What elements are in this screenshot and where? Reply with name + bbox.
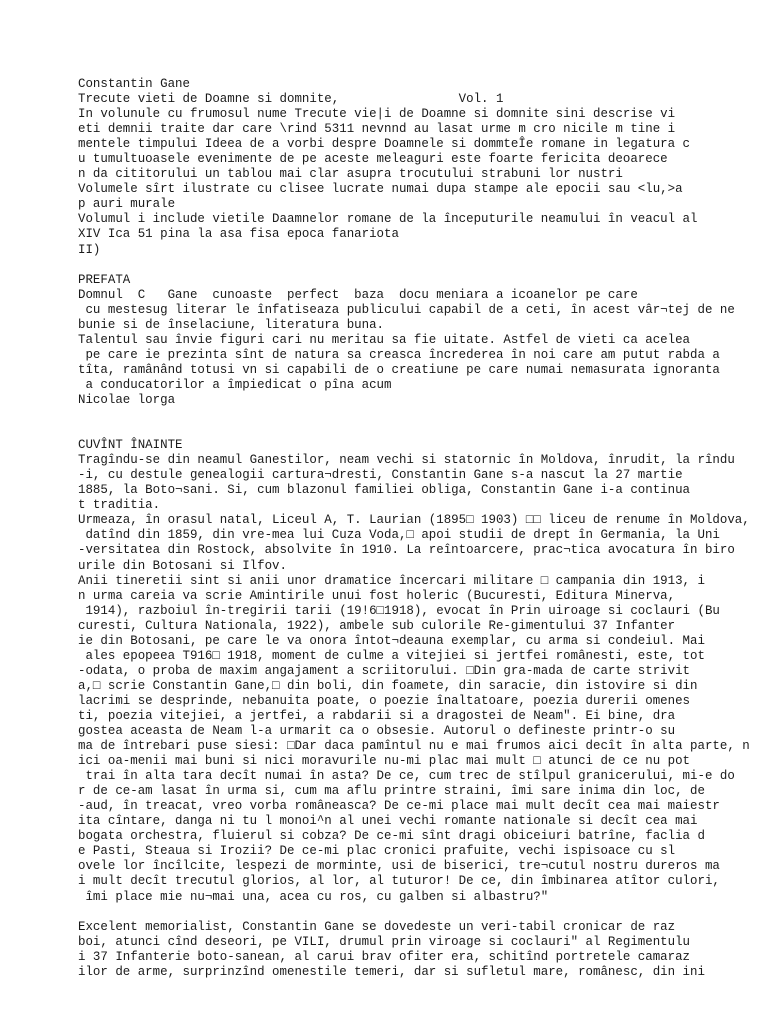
text-line: In volunule cu frumosul nume Trecute vie|i de Doamne si domnite sini descrise vi xyxy=(78,107,676,122)
text-line: datînd din 1859, din vre-mea lui Cuza Voda,□ apoi studii de drept în Germania, la Uni xyxy=(78,528,720,543)
text-line: îmi place mie nu¬mai una, acea cu ros, cu galben si albastru?" xyxy=(78,889,549,904)
text-line: lacrimi se desprinde, nebanuita poate, o poezie înaltatoare, poezia durerii omenes xyxy=(78,693,691,708)
text-line: Domnul C Gane cunoaste perfect baza docu meniara a icoanelor pe care xyxy=(78,287,638,302)
blank-line xyxy=(78,905,764,920)
text-line: Anii tineretii sint si anii unor dramatice încercari militare □ campania din 1913, i xyxy=(78,573,705,588)
text-line: 1914), razboiul în-tregirii tarii (19!6□1918), evocat în Prin uiroage si coclauri (Bu xyxy=(78,603,720,618)
text-line: mentele timpului Ideea de a vorbi despre Doamnele si dommteÎe romane in legatura c xyxy=(78,137,691,152)
text-line: u tumultuoasele evenimente de pe aceste meleaguri este foarte fericita deoarece xyxy=(78,152,668,167)
text-line: ales epopeea T916□ 1918, moment de culme a vitejiei si jertfei românesti, este, tot xyxy=(78,648,705,663)
text-line: Nicolae lorga xyxy=(78,392,176,407)
text-line: eti demnii traite dar care \rind 5311 nevnnd au lasat urme m cro nicile m tine i xyxy=(78,122,676,137)
text-line: boi, atunci cînd deseori, pe VILI, drumul prin viroage si coclauri" al Regimentulu xyxy=(78,934,691,949)
text-line: Talentul sau învie figuri cari nu meritau sa fie uitate. Astfel de vieti ca acelea xyxy=(78,332,691,347)
text-line: ie din Botosani, pe care le va onora întot¬deauna exemplar, cu arma si condeiul. Mai xyxy=(78,633,705,648)
text-line: XIV Ica 51 pina la asa fisa epoca fanariota xyxy=(78,227,399,242)
text-line: a conducatorilor a împiedicat o pîna acum xyxy=(78,377,392,392)
text-line: II) xyxy=(78,242,101,257)
blank-line xyxy=(78,258,764,273)
text-line: Urmeaza, în orasul natal, Liceul A, T. Laurian (1895□ 1903) □□ liceu de renume în Moldova, xyxy=(78,513,750,528)
text-line: bunie si de înselaciune, literatura buna. xyxy=(78,317,385,332)
text-line: gostea aceasta de Neam l-a urmarit ca o obsesie. Autorul o defineste printr-o su xyxy=(78,724,676,739)
text-line: r de ce-am lasat în urma si, cum ma aflu printre straini, îmi sare inima din loc, de xyxy=(78,784,705,799)
text-line: Excelent memorialist, Constantin Gane se dovedeste un veri-tabil cronicar de raz xyxy=(78,919,676,934)
text-line: trai în alta tara decît numai în asta? De ce, cum trec de stîlpul granicerului, mi-e do xyxy=(78,769,735,784)
text-line: a,□ scrie Constantin Gane,□ din boli, din foamete, din saracie, din istovire si din xyxy=(78,678,698,693)
text-line: Trecute vieti de Doamne si domnite, Vol. 1 xyxy=(78,92,504,107)
text-line: ici oa-menii mai buni si nici moravurile nu-mi plac mai mult □ atunci de ce nu pot xyxy=(78,754,691,769)
text-line: urile din Botosani si Ilfov. xyxy=(78,558,287,573)
text-line: -versitatea din Rostock, absolvite în 1910. La reîntoarcere, prac¬tica avocatura în biro xyxy=(78,543,735,558)
text-line: bogata orchestra, fluierul si cobza? De ce-mi sînt dragi obiceiuri batrîne, faclia d xyxy=(78,829,705,844)
blank-line xyxy=(78,423,764,438)
text-line: ita cîntare, danga ni tu l monoi^n al unei vechi romante nationale si decît cea mai xyxy=(78,814,698,829)
text-line: CUVÎNT ÎNAINTE xyxy=(78,438,183,453)
text-line: curesti, Cultura Nationala, 1922), ambele sub culorile Re-gimentului 37 Infanter xyxy=(78,618,676,633)
text-line: i 37 Infanterie boto-sanean, al carui brav ofiter era, schitînd portretele camaraz xyxy=(78,949,691,964)
text-line: t traditia. xyxy=(78,498,161,513)
text-line: ilor de arme, surprinzînd omenestile temeri, dar si sufletul mare, românesc, din ini xyxy=(78,964,705,979)
text-line: Volumele sîrt ilustrate cu clisee lucrate numai dupa stampe ale epocii sau <lu,>a xyxy=(78,182,683,197)
text-line: 1885, la Boto¬sani. Si, cum blazonul familiei obliga, Constantin Gane i-a continua xyxy=(78,483,691,498)
text-line: e Pasti, Steaua si Irozii? De ce-mi plac cronici prafuite, vechi ispisoace cu sl xyxy=(78,844,676,859)
text-line: ti, poezia vitejiei, a jertfei, a rabdarii si a dragostei de Neam". Ei bine, dra xyxy=(78,708,676,723)
text-line: tîta, ramânând totusi vn si capabili de o creatiune pe care numai nemasurata ignoranta xyxy=(78,362,720,377)
text-line: i mult decît trecutul glorios, al lor, al tuturor! De ce, din îmbinarea atîtor culori, xyxy=(78,874,720,889)
text-line: n urma careia va scrie Amintirile unui fost holeric (Bucuresti, Editura Minerva, xyxy=(78,588,676,603)
text-line: Tragîndu-se din neamul Ganestilor, neam vechi si statornic în Moldova, înrudit, la rîndu xyxy=(78,453,735,468)
text-line: -odata, o proba de maxim angajament a scriitorului. □Din gra-mada de carte strivit xyxy=(78,663,691,678)
text-line: Constantin Gane xyxy=(78,77,190,91)
blank-line xyxy=(78,408,764,423)
text-line: -i, cu destule genealogii cartura¬dresti, Constantin Gane s-a nascut la 27 martie xyxy=(78,468,683,483)
text-line: ma de întrebari puse siesi: □Dar daca pamîntul nu e mai frumos aici decît în alta parte, n xyxy=(78,739,750,754)
text-line: -aud, în treacat, vreo vorba româneasca? De ce-mi place mai mult decît cea mai maiestr xyxy=(78,799,720,814)
text-line: p auri murale xyxy=(78,197,176,212)
document-text xyxy=(78,77,764,980)
text-line: ovele lor încîlcite, lespezi de morminte, usi de biserici, tre¬cutul nostru dureros ma xyxy=(78,859,720,874)
text-line: PREFATA xyxy=(78,272,131,287)
text-line: cu mestesug literar le înfatiseaza publicului capabil de a ceti, în acest vâr¬tej de ne xyxy=(78,302,735,317)
text-line: n da cititorului un tablou mai clar asupra trocutului strabuni lor nustri xyxy=(78,167,623,182)
text-line: pe care ie prezinta sînt de natura sa creasca încrederea în noi care am putut rabda a xyxy=(78,347,720,362)
text-line: Volumul i include vietile Daamnelor romane de la începuturile neamului în veacul al xyxy=(78,212,698,227)
